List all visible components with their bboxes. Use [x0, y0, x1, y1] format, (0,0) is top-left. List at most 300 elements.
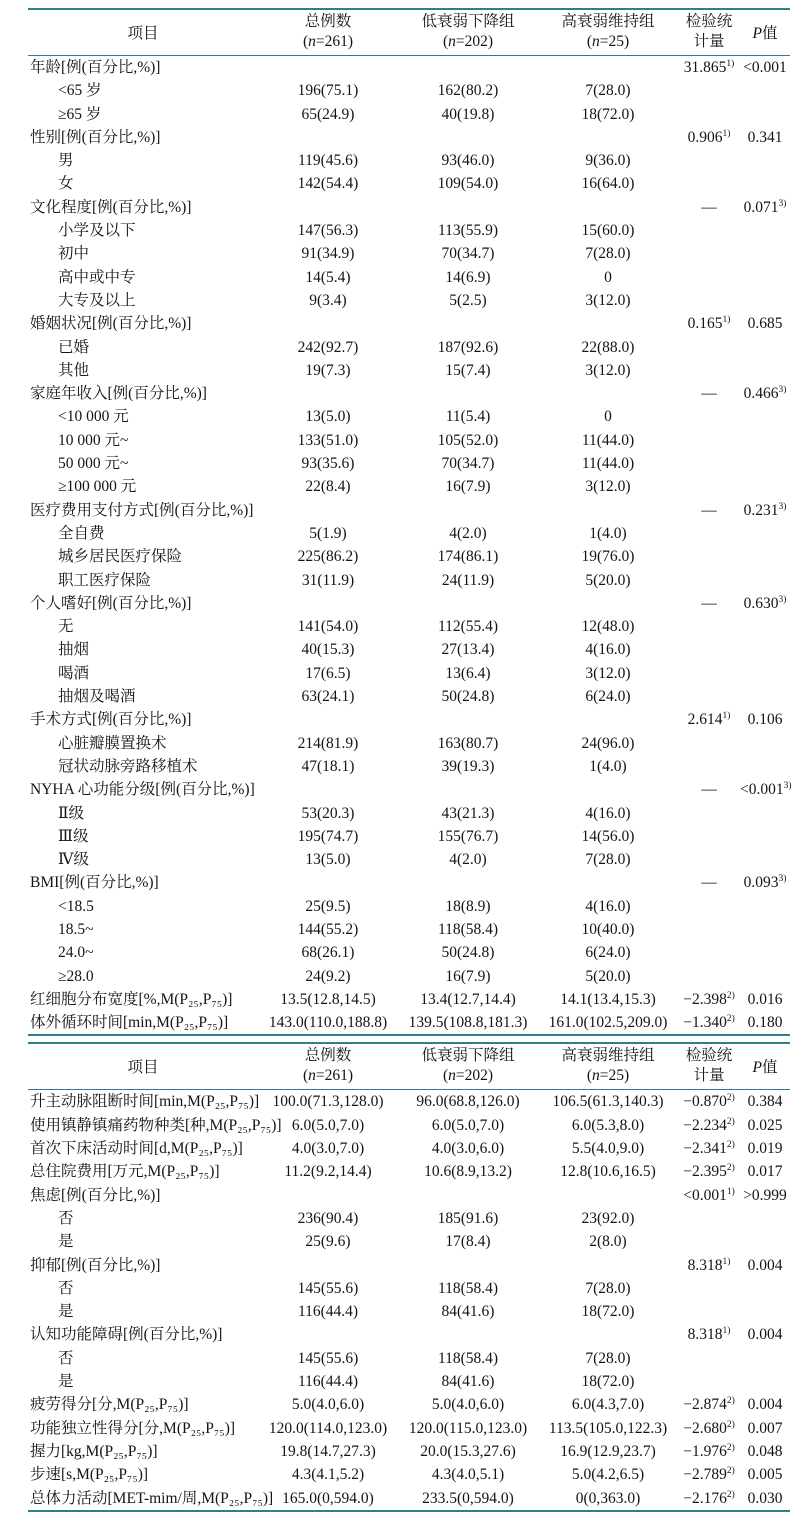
row-label: 总体力活动[MET-mim/周,M(P₂₅,P₇₅)]	[30, 1489, 274, 1507]
table1-header	[28, 9, 790, 56]
n-count: =25)	[599, 1067, 630, 1085]
row-label: 个人嗜好[例(百分比,%)]	[30, 594, 192, 612]
header-p-value	[740, 9, 790, 56]
cell-stat	[678, 1487, 740, 1511]
cell-high: 3(12.0)	[585, 361, 631, 379]
cell-stat	[678, 499, 740, 522]
table-row	[28, 56, 790, 80]
cell-stat	[678, 755, 740, 778]
cell-high	[538, 196, 678, 219]
cell-stat	[678, 1011, 740, 1035]
stat-value: —	[701, 874, 717, 892]
stat-value: −2.341	[683, 1140, 727, 1158]
p-value: 0.685	[747, 315, 783, 333]
row-label: 否	[58, 1349, 74, 1367]
stat-superscript: 1)	[722, 1256, 731, 1267]
header-row	[28, 9, 790, 56]
p-label-rest: 值	[761, 1059, 778, 1077]
cell-total: 47(18.1)	[301, 757, 355, 775]
row-label: 否	[58, 1279, 74, 1297]
cell-p	[740, 638, 790, 661]
row-label: 小学及以下	[58, 222, 136, 240]
cell-stat	[678, 79, 740, 102]
header-high-group	[538, 1043, 678, 1090]
cell-stat	[678, 126, 740, 149]
cell-total: 242(92.7)	[297, 338, 359, 356]
table-row	[28, 732, 790, 755]
row-label: ≥65 岁	[58, 105, 102, 123]
cell-low: 139.5(108.8,181.3)	[408, 1014, 528, 1032]
cell-low: 162(80.2)	[437, 82, 499, 100]
cell-total: 19(7.3)	[305, 361, 351, 379]
cell-p	[740, 778, 790, 801]
n-symbol: n	[448, 33, 456, 50]
cell-p	[740, 708, 790, 731]
header-high-n	[538, 32, 678, 52]
cell-p	[740, 452, 790, 475]
cell-total: 25(9.6)	[305, 1233, 351, 1251]
stat-value: 0.165	[687, 315, 723, 333]
header-total	[258, 9, 398, 56]
cell-high: 5.0(4.2,6.5)	[571, 1466, 645, 1484]
cell-p	[740, 569, 790, 592]
table-row	[28, 1277, 790, 1300]
row-label: Ⅳ级	[58, 851, 89, 869]
row-label: 高中或中专	[58, 268, 136, 286]
cell-total: 145(55.6)	[297, 1279, 359, 1297]
row-label: ≥100 000 元	[58, 478, 137, 496]
cell-total: 65(24.9)	[301, 105, 355, 123]
cell-p	[740, 242, 790, 265]
cell-high: 2(8.0)	[589, 1233, 627, 1251]
stat-value: 0.906	[687, 128, 723, 146]
header-low-group	[398, 1043, 538, 1090]
paren: (	[302, 1067, 309, 1085]
cell-p	[740, 499, 790, 522]
cell-high: 161.0(102.5,209.0)	[548, 1014, 668, 1032]
stat-superscript: 2)	[726, 1489, 735, 1500]
cell-p	[740, 685, 790, 708]
cell-stat	[678, 1090, 740, 1114]
cell-stat	[678, 312, 740, 335]
cell-low: 50(24.8)	[441, 688, 495, 706]
cell-high: 11(44.0)	[581, 431, 635, 449]
cell-total	[258, 708, 398, 731]
cell-total: 236(90.4)	[297, 1209, 359, 1227]
cell-stat	[678, 545, 740, 568]
cell-low: 17(8.4)	[445, 1233, 491, 1251]
row-label: 功能独立性得分[分,M(P₂₅,P₇₅)]	[30, 1419, 236, 1437]
row-label: 年龄[例(百分比,%)]	[30, 59, 161, 76]
row-label: 性别[例(百分比,%)]	[30, 128, 161, 146]
cell-high: 6(24.0)	[585, 944, 631, 962]
p-value: >0.999	[743, 1186, 787, 1204]
cell-stat	[678, 56, 740, 80]
row-label: NYHA 心功能分级[例(百分比,%)]	[30, 781, 255, 799]
cell-low: 93(46.0)	[441, 152, 495, 170]
table-row	[28, 359, 790, 382]
cell-p	[740, 1487, 790, 1511]
cell-stat	[678, 452, 740, 475]
cell-high	[538, 1323, 678, 1346]
header-total-title: 总例数	[304, 13, 352, 30]
cell-low	[398, 196, 538, 219]
cell-low: 14(6.9)	[445, 268, 491, 286]
cell-low: 16(7.9)	[445, 967, 491, 985]
paren: (	[586, 1067, 592, 1085]
stat-value: —	[701, 198, 717, 216]
cell-stat	[678, 592, 740, 615]
stat-value: —	[701, 781, 717, 799]
cell-stat	[678, 103, 740, 126]
cell-high: 4(16.0)	[585, 641, 631, 659]
stat-superscript: 2)	[726, 1466, 735, 1477]
p-superscript: 3)	[783, 781, 792, 792]
table-row	[28, 965, 790, 988]
cell-p	[740, 1463, 790, 1486]
table2-body	[28, 1090, 790, 1511]
cell-p	[740, 848, 790, 871]
table-row	[28, 405, 790, 428]
table-row	[28, 172, 790, 195]
cell-total: 91(34.9)	[301, 245, 355, 263]
table-row	[28, 1463, 790, 1486]
cell-stat	[678, 871, 740, 894]
cell-low: 96.0(68.8,126.0)	[416, 1093, 520, 1111]
table-row	[28, 662, 790, 685]
cell-low	[398, 312, 538, 335]
stat-value: −1.976	[683, 1442, 727, 1460]
cell-low	[398, 592, 538, 615]
cell-low	[398, 126, 538, 149]
table-row	[28, 755, 790, 778]
table1-body	[28, 56, 790, 1036]
table2-header	[28, 1043, 790, 1090]
cell-stat	[678, 1440, 740, 1463]
cell-total: 31(11.9)	[301, 571, 355, 589]
cell-high	[538, 592, 678, 615]
row-label: 抑郁[例(百分比,%)]	[30, 1256, 161, 1274]
row-label: 体外循环时间[min,M(P₂₅,P₇₅)]	[30, 1014, 229, 1032]
cell-total: 165.0(0,594.0)	[282, 1489, 374, 1507]
cell-stat	[678, 1370, 740, 1393]
cell-stat	[678, 569, 740, 592]
cell-low: 187(92.6)	[437, 338, 499, 356]
cell-stat	[678, 895, 740, 918]
row-label: Ⅱ级	[58, 804, 85, 822]
header-item-label: 项目	[127, 25, 159, 42]
cell-total	[258, 1254, 398, 1277]
cell-p	[740, 941, 790, 964]
table-row	[28, 103, 790, 126]
cell-high: 113.5(105.0,122.3)	[548, 1419, 668, 1437]
row-label: 焦虑[例(百分比,%)]	[30, 1186, 161, 1204]
cell-total: 25(9.5)	[305, 897, 351, 915]
header-item	[28, 1043, 258, 1090]
cell-low	[398, 708, 538, 731]
table-row	[28, 336, 790, 359]
row-label: 否	[58, 1209, 74, 1227]
stat-value: −1.340	[683, 1014, 727, 1032]
row-label: 红细胞分布宽度[%,M(P₂₅,P₇₅)]	[30, 990, 233, 1008]
cell-p	[740, 1230, 790, 1253]
stat-superscript: 2)	[726, 1139, 735, 1150]
p-superscript: 3)	[778, 594, 787, 605]
cell-p	[740, 1440, 790, 1463]
stat-superscript: 2)	[726, 1442, 735, 1453]
cell-low: 15(7.4)	[445, 361, 491, 379]
cell-high: 5(20.0)	[585, 967, 631, 985]
cell-high: 18(72.0)	[581, 1303, 635, 1321]
cell-total: 13(5.0)	[305, 851, 351, 869]
cell-p	[740, 825, 790, 848]
stat-value: 8.318	[687, 1326, 723, 1344]
cell-low: 11(5.4)	[445, 408, 491, 426]
table-row	[28, 219, 790, 242]
cell-low	[398, 499, 538, 522]
cell-high: 0	[604, 408, 612, 426]
cell-low	[398, 56, 538, 80]
cell-low: 18(8.9)	[445, 897, 491, 915]
table-row	[28, 266, 790, 289]
table-row	[28, 1417, 790, 1440]
cell-total: 68(26.1)	[301, 944, 355, 962]
table-row	[28, 1393, 790, 1416]
cell-total: 225(86.2)	[297, 548, 359, 566]
cell-stat	[678, 359, 740, 382]
cell-p	[740, 196, 790, 219]
n-symbol: n	[308, 1067, 316, 1085]
cell-p	[740, 172, 790, 195]
stat-superscript: 1)	[722, 315, 731, 326]
cell-low	[398, 1254, 538, 1277]
cell-p	[740, 918, 790, 941]
cell-total: 63(24.1)	[301, 688, 355, 706]
table-row	[28, 475, 790, 498]
cell-total	[258, 592, 398, 615]
cell-total: 40(15.3)	[301, 641, 355, 659]
p-value: 0.004	[747, 1396, 783, 1414]
cell-low: 105(52.0)	[437, 431, 499, 449]
n-symbol: n	[592, 1067, 600, 1085]
table-row	[28, 1137, 790, 1160]
row-label: 医疗费用支付方式[例(百分比,%)]	[30, 501, 254, 519]
cell-stat	[678, 708, 740, 731]
cell-high: 1(4.0)	[589, 524, 627, 542]
row-label: 50 000 元~	[58, 455, 129, 473]
n-count: =202)	[455, 33, 494, 50]
cell-p	[740, 382, 790, 405]
cell-low: 27(13.4)	[441, 641, 495, 659]
table-row	[28, 802, 790, 825]
cell-low: 40(19.8)	[441, 105, 495, 123]
cell-stat	[678, 382, 740, 405]
p-superscript: 3)	[778, 198, 787, 209]
cell-low: 4(2.0)	[449, 524, 487, 542]
cell-total: 24(9.2)	[305, 967, 351, 985]
cell-p	[740, 219, 790, 242]
cell-stat	[678, 289, 740, 312]
cell-total: 17(6.5)	[305, 664, 351, 682]
cell-high: 10(40.0)	[581, 920, 635, 938]
header-high-group	[538, 9, 678, 56]
cell-high: 5(20.0)	[585, 571, 631, 589]
stat-superscript: 2)	[726, 1116, 735, 1127]
table-row	[28, 848, 790, 871]
p-value: <0.001	[743, 59, 787, 76]
p-value: 0.016	[747, 990, 783, 1008]
table-row	[28, 825, 790, 848]
cell-low: 16(7.9)	[445, 478, 491, 496]
table-row	[28, 382, 790, 405]
table-row	[28, 569, 790, 592]
cell-p	[740, 1137, 790, 1160]
paren: (	[442, 33, 449, 50]
p-value: 0.384	[747, 1093, 783, 1111]
cell-p	[740, 149, 790, 172]
cell-total: 5(1.9)	[309, 524, 347, 542]
cell-high: 4(16.0)	[585, 804, 631, 822]
cell-high: 1(4.0)	[589, 757, 627, 775]
cell-total	[258, 499, 398, 522]
header-high-title: 高衰弱维持组	[561, 1047, 655, 1065]
cell-low: 112(55.4)	[437, 618, 499, 636]
cell-low: 43(21.3)	[441, 804, 495, 822]
cell-stat	[678, 172, 740, 195]
cell-low	[398, 1323, 538, 1346]
n-symbol: n	[448, 1067, 456, 1085]
stat-superscript: 1)	[726, 1186, 735, 1197]
cell-total: 147(56.3)	[297, 222, 359, 240]
cell-p	[740, 1300, 790, 1323]
row-label: 握力[kg,M(P₂₅,P₇₅)]	[30, 1442, 158, 1460]
cell-total	[258, 126, 398, 149]
cell-low: 6.0(5.0,7.0)	[431, 1116, 505, 1134]
row-label: BMI[例(百分比,%)]	[30, 874, 159, 892]
table-row	[28, 452, 790, 475]
cell-stat	[678, 1254, 740, 1277]
header-statistic	[678, 9, 740, 56]
p-value: 0.093	[743, 874, 779, 892]
table-row	[28, 1300, 790, 1323]
table-row	[28, 918, 790, 941]
cell-p	[740, 1347, 790, 1370]
row-label: 其他	[58, 361, 90, 379]
row-label: 总住院费用[万元,M(P₂₅,P₇₅)]	[30, 1163, 220, 1181]
n-symbol: n	[308, 33, 316, 50]
row-label: 已婚	[58, 338, 90, 356]
cell-total: 19.8(14.7,27.3)	[280, 1442, 376, 1460]
p-value: 0.007	[747, 1419, 783, 1437]
cell-stat	[678, 802, 740, 825]
table-row	[28, 1323, 790, 1346]
stat-value: 8.318	[687, 1256, 723, 1274]
table-row	[28, 196, 790, 219]
stat-value: −2.234	[683, 1116, 727, 1134]
cell-p	[740, 429, 790, 452]
header-statistic	[678, 1043, 740, 1090]
cell-total: 14(5.4)	[305, 268, 351, 286]
cell-p	[740, 475, 790, 498]
cell-p	[740, 871, 790, 894]
cell-low: 163(80.7)	[437, 734, 499, 752]
baseline-characteristics-table-part2	[28, 1042, 790, 1511]
cell-low: 233.5(0,594.0)	[422, 1489, 514, 1507]
p-value: 0.231	[743, 501, 779, 519]
row-label: 抽烟	[58, 641, 90, 659]
cell-high: 18(72.0)	[581, 105, 635, 123]
header-high-n	[538, 1066, 678, 1086]
cell-high	[538, 1184, 678, 1207]
cell-stat	[678, 1137, 740, 1160]
cell-p	[740, 1011, 790, 1035]
cell-stat	[678, 848, 740, 871]
header-total	[258, 1043, 398, 1090]
row-label: 是	[58, 1233, 74, 1251]
table-row	[28, 79, 790, 102]
cell-low: 4.3(4.0,5.1)	[431, 1466, 505, 1484]
cell-stat	[678, 522, 740, 545]
cell-high: 22(88.0)	[581, 338, 635, 356]
cell-low: 50(24.8)	[441, 944, 495, 962]
cell-low	[398, 382, 538, 405]
p-superscript: 3)	[778, 501, 787, 512]
cell-stat	[678, 336, 740, 359]
cell-total	[258, 871, 398, 894]
row-label: 疲劳得分[分,M(P₂₅,P₇₅)]	[30, 1396, 189, 1414]
cell-total: 4.0(3.0,7.0)	[291, 1140, 365, 1158]
cell-high	[538, 778, 678, 801]
cell-stat	[678, 1347, 740, 1370]
stat-value: −2.176	[683, 1489, 727, 1507]
cell-total	[258, 382, 398, 405]
baseline-characteristics-table-part1	[28, 8, 790, 1036]
cell-high	[538, 56, 678, 80]
cell-p	[740, 732, 790, 755]
cell-stat	[678, 732, 740, 755]
stat-value: —	[701, 385, 717, 403]
stat-superscript: 2)	[726, 1419, 735, 1430]
header-low-title: 低衰弱下降组	[421, 13, 515, 30]
cell-low: 5.0(4.0,6.0)	[431, 1396, 505, 1414]
header-statistic-line2: 计量	[693, 33, 725, 50]
cell-low: 185(91.6)	[437, 1209, 499, 1227]
table-row	[28, 638, 790, 661]
cell-stat	[678, 1207, 740, 1230]
p-value: 0.030	[747, 1489, 783, 1507]
cell-high: 7(28.0)	[585, 1279, 631, 1297]
cell-low: 20.0(15.3,27.6)	[420, 1442, 516, 1460]
table-row	[28, 289, 790, 312]
cell-high: 3(12.0)	[585, 478, 631, 496]
cell-total: 13(5.0)	[305, 408, 351, 426]
n-symbol: n	[592, 33, 600, 50]
header-statistic-line1: 检验统	[685, 13, 733, 30]
stat-superscript: 2)	[726, 1093, 735, 1104]
stat-superscript: 1)	[722, 1326, 731, 1337]
row-label: 婚姻状况[例(百分比,%)]	[30, 315, 192, 333]
stat-superscript: 1)	[726, 58, 735, 69]
cell-high: 11(44.0)	[581, 455, 635, 473]
row-label: 使用镇静镇痛药物种类[种,M(P₂₅,P₇₅)]	[30, 1116, 282, 1134]
row-label: 首次下床活动时间[d,M(P₂₅,P₇₅)]	[30, 1140, 243, 1158]
cell-total: 141(54.0)	[297, 618, 359, 636]
cell-stat	[678, 662, 740, 685]
stat-value: <0.001	[683, 1186, 727, 1204]
p-value: 0.071	[743, 198, 779, 216]
stat-value: 31.865	[683, 59, 727, 76]
p-superscript: 3)	[778, 874, 787, 885]
